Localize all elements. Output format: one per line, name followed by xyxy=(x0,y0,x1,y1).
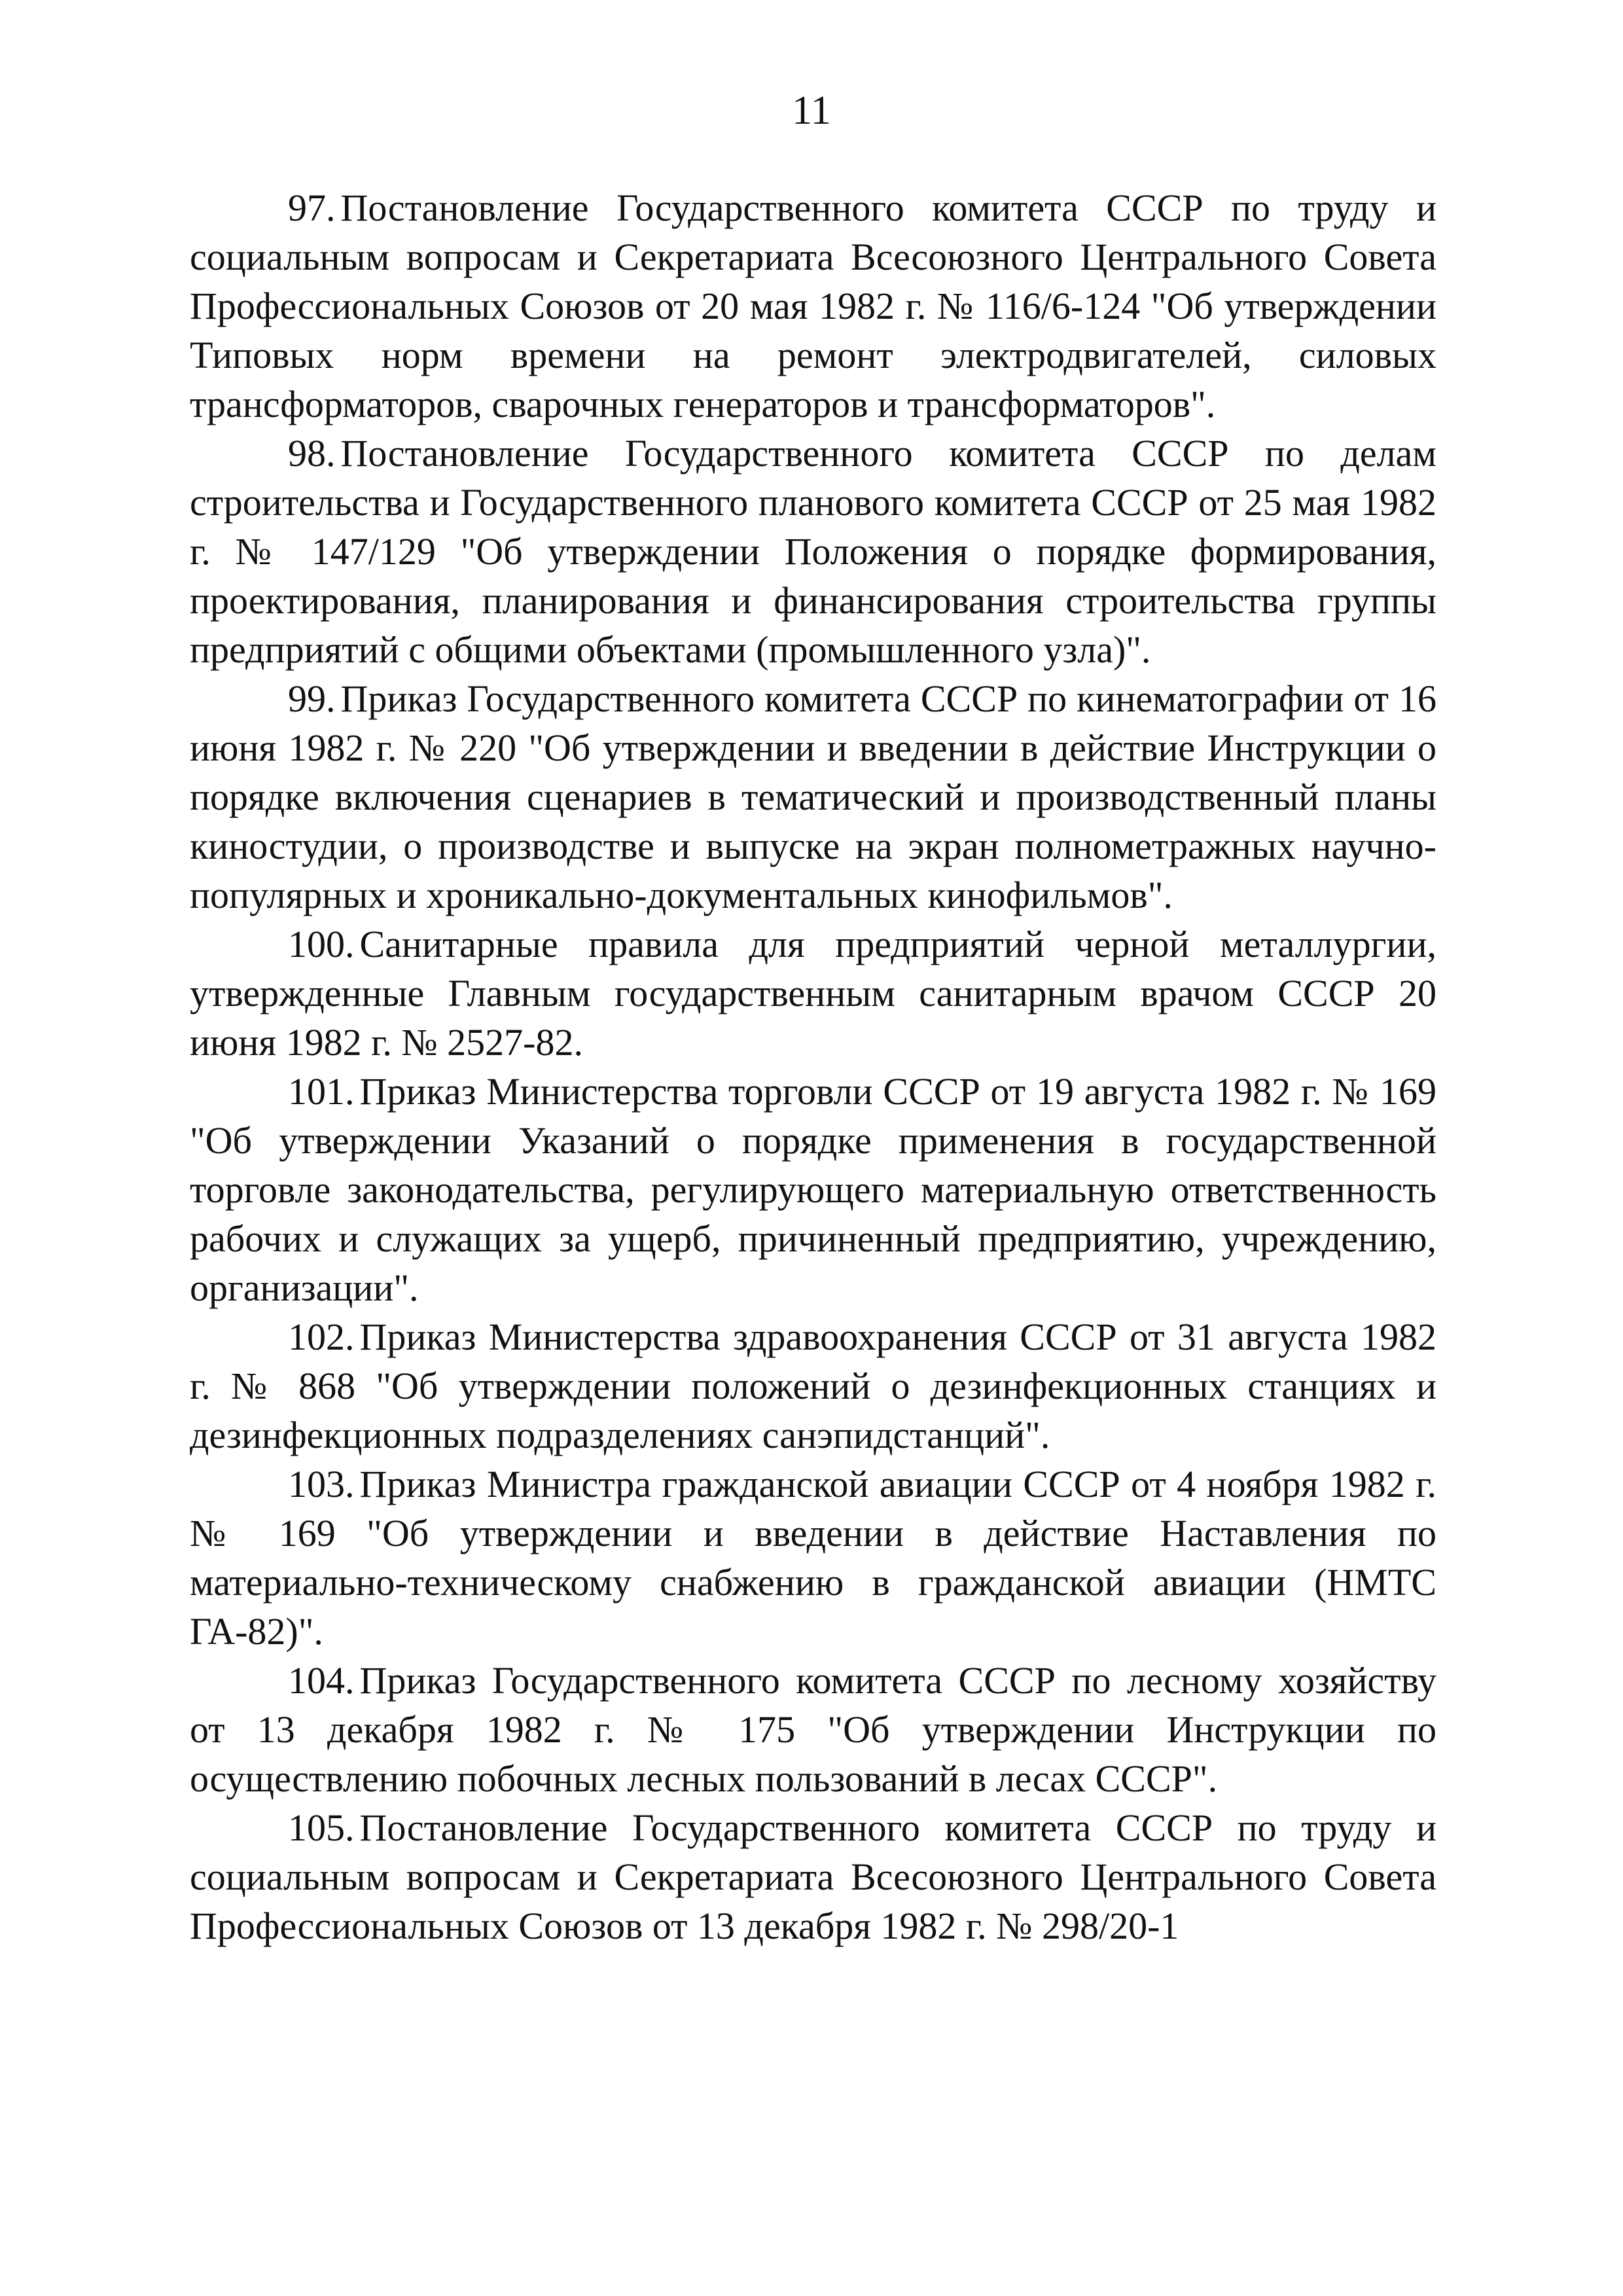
list-item-102 xyxy=(190,1312,1436,1460)
document-body xyxy=(190,183,1436,1950)
item-number: 100. xyxy=(288,923,355,965)
item-number: 105. xyxy=(288,1806,355,1849)
list-item-97 xyxy=(190,183,1436,429)
list-item-104 xyxy=(190,1656,1436,1803)
list-item-98 xyxy=(190,429,1436,674)
item-text: Приказ Государственного комитета СССР по лесному хозяйству от 13 декабря 1982 г. № 175 "Об утверждении Инструкции по осуществлению побочных лесных пользований в лесах СССР". xyxy=(190,1659,1436,1800)
item-text: Приказ Государственного комитета СССР по кинематографии от 16 июня 1982 г. № 220 "Об утверждении и введении в действие Инструкции о порядке включения сценариев в тематический и производственный планы киностудии, о производстве и выпуске на экран полнометражных научно-популярных и хроникально-документальных кинофильмов". xyxy=(190,677,1436,916)
list-item-105 xyxy=(190,1803,1436,1950)
list-item-100 xyxy=(190,920,1436,1067)
item-number: 102. xyxy=(288,1316,355,1358)
item-text: Приказ Министра гражданской авиации СССР от 4 ноября 1982 г. № 169 "Об утверждении и введении в действие Наставления по материально-техническому снабжению в гражданской авиации (НМТС ГА-82)". xyxy=(190,1463,1436,1653)
item-number: 103. xyxy=(288,1463,355,1505)
item-number: 98. xyxy=(288,432,336,475)
item-text: Приказ Министерства здравоохранения СССР от 31 августа 1982 г. № 868 "Об утверждении положений о дезинфекционных станциях и дезинфекционных подразделениях санэпидстанций". xyxy=(190,1316,1436,1456)
list-item-99 xyxy=(190,674,1436,920)
list-item-103 xyxy=(190,1460,1436,1656)
item-number: 99. xyxy=(288,677,336,720)
item-text: Постановление Государственного комитета СССР по труду и социальным вопросам и Секретариата Всесоюзного Центрального Совета Профессиональных Союзов от 13 декабря 1982 г. № 298/20-1 xyxy=(190,1806,1436,1947)
list-item-101 xyxy=(190,1067,1436,1312)
item-text: Санитарные правила для предприятий черной металлургии, утвержденные Главным государственным санитарным врачом СССР 20 июня 1982 г. № 2527-82. xyxy=(190,923,1436,1064)
item-number: 104. xyxy=(288,1659,355,1702)
item-text: Приказ Министерства торговли СССР от 19 августа 1982 г. № 169 "Об утверждении Указаний о порядке применения в государственной торговле законодательства, регулирующего материальную ответственность рабочих и служащих за ущерб, причиненный предприятию, учреждению, организации". xyxy=(190,1070,1436,1309)
item-text: Постановление Государственного комитета СССР по делам строительства и Государственного планового комитета СССР от 25 мая 1982 г. № 147/129 "Об утверждении Положения о порядке формирования, проектирования, планирования и финансирования строительства группы предприятий с общими объектами (промышленного узла)". xyxy=(190,432,1436,671)
item-text: Постановление Государственного комитета СССР по труду и социальным вопросам и Секретариата Всесоюзного Центрального Совета Профессиональных Союзов от 20 мая 1982 г. № 116/6-124 "Об утверждении Типовых норм времени на ремонт электродвигателей, силовых трансформаторов, сварочных генераторов и трансформаторов". xyxy=(190,187,1436,425)
item-number: 97. xyxy=(288,187,336,229)
item-number: 101. xyxy=(288,1070,355,1113)
page-number: 11 xyxy=(792,88,831,133)
